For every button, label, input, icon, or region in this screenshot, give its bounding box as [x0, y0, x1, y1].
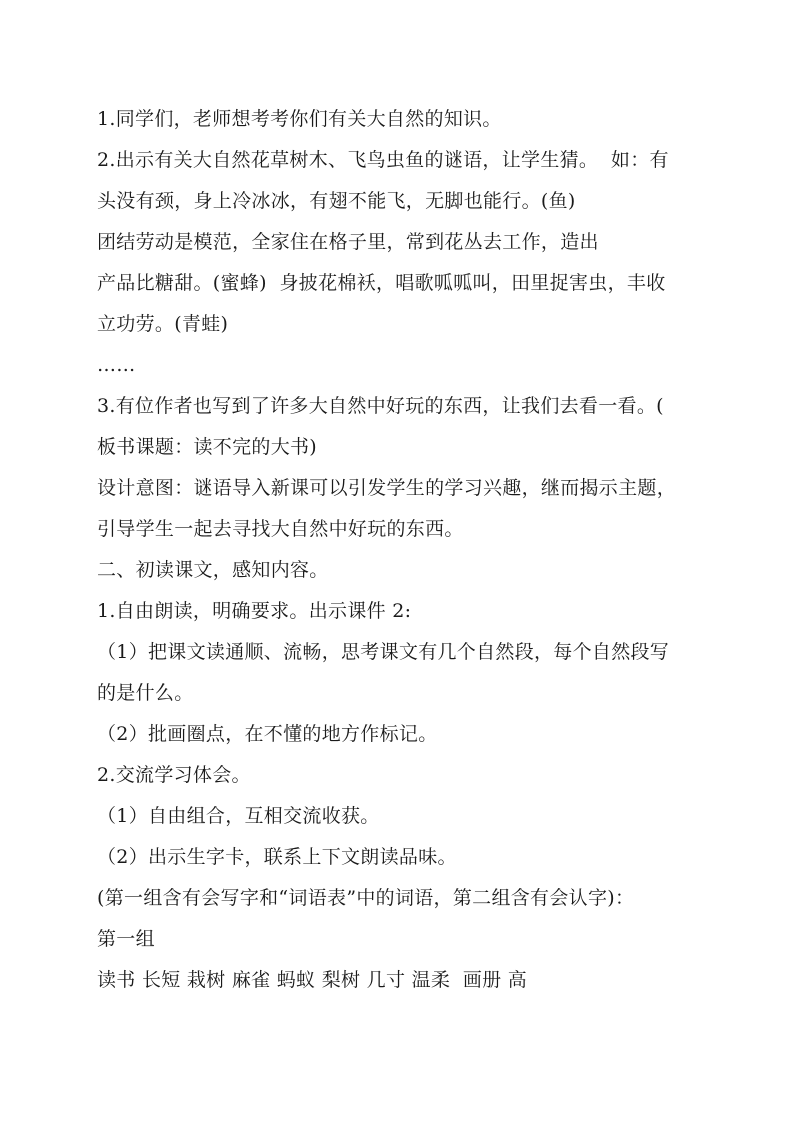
text-line-1: 1.同学们，老师想考考你们有关大自然的知识。 — [97, 108, 502, 130]
word-list: 读书 长短 栽树 麻雀 蚂蚁 梨树 几寸 温柔 画册 高 — [97, 969, 528, 991]
group-label: 第一组 — [97, 928, 155, 950]
text-line-18: （1）自由组合，互相交流收获。 — [97, 805, 380, 827]
text-line-4: 团结劳动是模范，全家住在格子里，常到花丛去工作，造出 — [97, 231, 599, 253]
text-line-10: 设计意图：谜语导入新课可以引发学生的学习兴趣，继而揭示主题， — [97, 477, 677, 499]
text-line-16: （2）批画圈点，在不懂的地方作标记。 — [97, 723, 438, 745]
text-line-20: (第一组含有会写字和“词语表”中的词语，第二组含有会认字)： — [97, 887, 635, 909]
text-line-7: …… — [97, 354, 136, 376]
text-line-3: 头没有颈，身上冷冰冰，有翅不能飞，无脚也能行。(鱼) — [97, 190, 576, 212]
text-line-17: 2.交流学习体会。 — [97, 764, 251, 786]
text-line-8: 3.有位作者也写到了许多大自然中好玩的东西，让我们去看一看。( — [97, 395, 664, 417]
text-line-14: （1）把课文读通顺、流畅，思考课文有几个自然段，每个自然段写 — [97, 641, 670, 663]
text-line-5: 产品比糖甜。(蜜蜂) 身披花棉袄，唱歌呱呱叫，田里捉害虫，丰收 — [97, 272, 666, 294]
text-line-9: 板书课题：读不完的大书) — [97, 436, 318, 458]
text-line-6: 立功劳。(青蛙) — [97, 313, 229, 335]
text-line-19: （2）出示生字卡，联系上下文朗读品味。 — [97, 846, 457, 868]
section-heading: 二、初读课文，感知内容。 — [97, 559, 329, 581]
text-line-2: 2.出示有关大自然花草树木、飞鸟虫鱼的谜语，让学生猜。 如：有 — [97, 149, 669, 171]
text-line-13: 1.自由朗读，明确要求。出示课件 2: — [97, 600, 412, 622]
text-line-11: 引导学生一起去寻找大自然中好玩的东西。 — [97, 518, 464, 540]
text-line-15: 的是什么。 — [97, 682, 194, 704]
